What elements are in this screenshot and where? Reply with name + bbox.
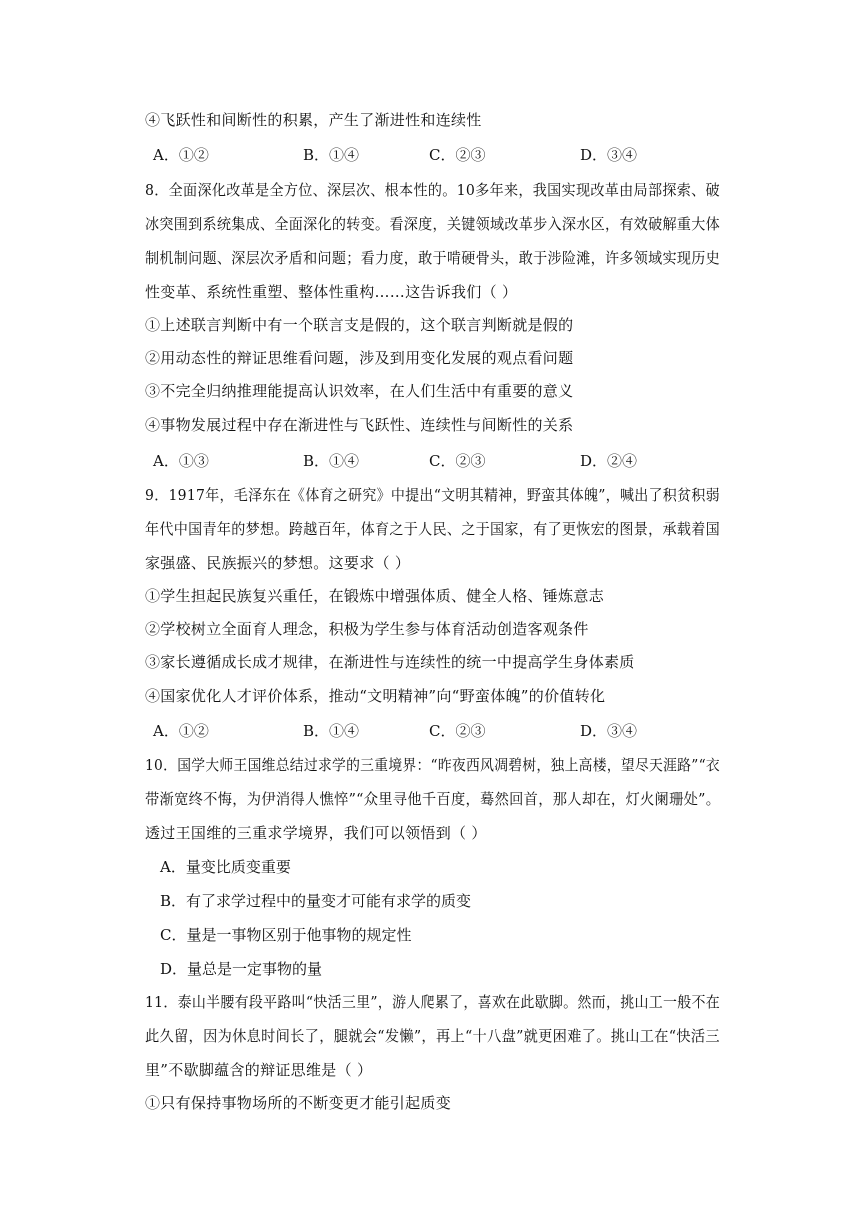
q7-option-a: A．①② bbox=[153, 146, 209, 164]
q10-option-a: A．量变比质变重要 bbox=[160, 858, 291, 876]
q10-option-b: B．有了求学过程中的量变才可能有求学的质变 bbox=[160, 892, 472, 910]
q10-option-c: C．量是一事物区别于他事物的规定性 bbox=[160, 926, 412, 944]
q11-stem-line-1: 11．泰山半腰有段平路叫“快活三里”，游人爬累了，喜欢在此歇脚。然而，挑山工一般不在 bbox=[145, 993, 721, 1011]
q8-statement-1: ①上述联言判断中有一个联言支是假的，这个联言判断就是假的 bbox=[145, 316, 574, 334]
q7-statement-4: ④飞跃性和间断性的积累，产生了渐进性和连续性 bbox=[145, 111, 482, 129]
q11-stem-line-2: 此久留，因为休息时间长了，腿就会“发懒”，再上“十八盘”就更困难了。挑山工在“快活三 bbox=[145, 1027, 720, 1045]
q9-statement-2: ②学校树立全面育人理念，积极为学生参与体育活动创造客观条件 bbox=[145, 620, 589, 638]
q8-option-a: A．①③ bbox=[153, 452, 209, 470]
q9-option-c: C．②③ bbox=[429, 722, 486, 740]
q8-stem-line-2: 冰突围到系统集成、全面深化的转变。看深度，关键领域改革步入深水区，有效破解重大体 bbox=[145, 215, 720, 233]
q9-stem-line-2: 年代中国青年的梦想。跨越百年，体育之于人民、之于国家，有了更恢宏的图景，承载着国 bbox=[145, 520, 720, 538]
q7-option-c: C．②③ bbox=[429, 146, 486, 164]
q7-option-b: B．①④ bbox=[303, 146, 360, 164]
q10-option-d: D．量总是一定事物的量 bbox=[160, 960, 323, 978]
q9-stem-line-1: 9．1917年，毛泽东在《体育之研究》中提出“文明其精神，野蛮其体魄”，喊出了积贫积弱 bbox=[145, 486, 720, 504]
q8-stem-line-4: 性变革、系统性重塑、整体性重构……这告诉我们（ ） bbox=[145, 283, 518, 301]
q8-statement-3: ③不完全归纳推理能提高认识效率，在人们生活中有重要的意义 bbox=[145, 382, 574, 400]
q10-stem-line-2: 带渐宽终不悔，为伊消得人憔悴”“众里寻他千百度，蓦然回首，那人却在，灯火阑珊处”。 bbox=[145, 790, 721, 808]
q9-statement-4: ④国家优化人才评价体系，推动“文明精神”向“野蛮体魄”的价值转化 bbox=[145, 687, 606, 705]
q10-stem-line-1: 10．国学大师王国维总结过求学的三重境界：“昨夜西风凋碧树，独上高楼，望尽天涯路”“衣 bbox=[145, 756, 720, 774]
q11-statement-1: ①只有保持事物场所的不断变更才能引起质变 bbox=[145, 1094, 452, 1112]
q10-stem-line-3: 透过王国维的三重求学境界，我们可以领悟到（ ） bbox=[145, 824, 487, 842]
q8-stem-line-1: 8．全面深化改革是全方位、深层次、根本性的。10多年来，我国实现改革由局部探索、破 bbox=[145, 181, 720, 199]
q8-statement-2: ②用动态性的辩证思维看问题，涉及到用变化发展的观点看问题 bbox=[145, 349, 574, 367]
q9-statement-1: ①学生担起民族复兴重任，在锻炼中增强体质、健全人格、锤炼意志 bbox=[145, 587, 605, 605]
q9-statement-3: ③家长遵循成长成才规律，在渐进性与连续性的统一中提高学生身体素质 bbox=[145, 653, 635, 671]
q7-option-d: D．③④ bbox=[580, 146, 638, 164]
q8-option-c: C．②③ bbox=[429, 452, 486, 470]
q8-option-d: D．②④ bbox=[580, 452, 638, 470]
q9-option-a: A．①② bbox=[153, 722, 209, 740]
q9-stem-line-3: 家强盛、民族振兴的梦想。这要求（ ） bbox=[145, 554, 411, 572]
q11-stem-line-3: 里”不歇脚蕴含的辩证思维是（ ） bbox=[145, 1061, 373, 1079]
q9-option-b: B．①④ bbox=[303, 722, 360, 740]
q8-statement-4: ④事物发展过程中存在渐进性与飞跃性、连续性与间断性的关系 bbox=[145, 416, 574, 434]
q9-option-d: D．③④ bbox=[580, 722, 638, 740]
q8-option-b: B．①④ bbox=[303, 452, 360, 470]
q8-stem-line-3: 制机制问题、深层次矛盾和问题；看力度，敢于啃硬骨头，敢于涉险滩，许多领域实现历史 bbox=[145, 249, 720, 267]
